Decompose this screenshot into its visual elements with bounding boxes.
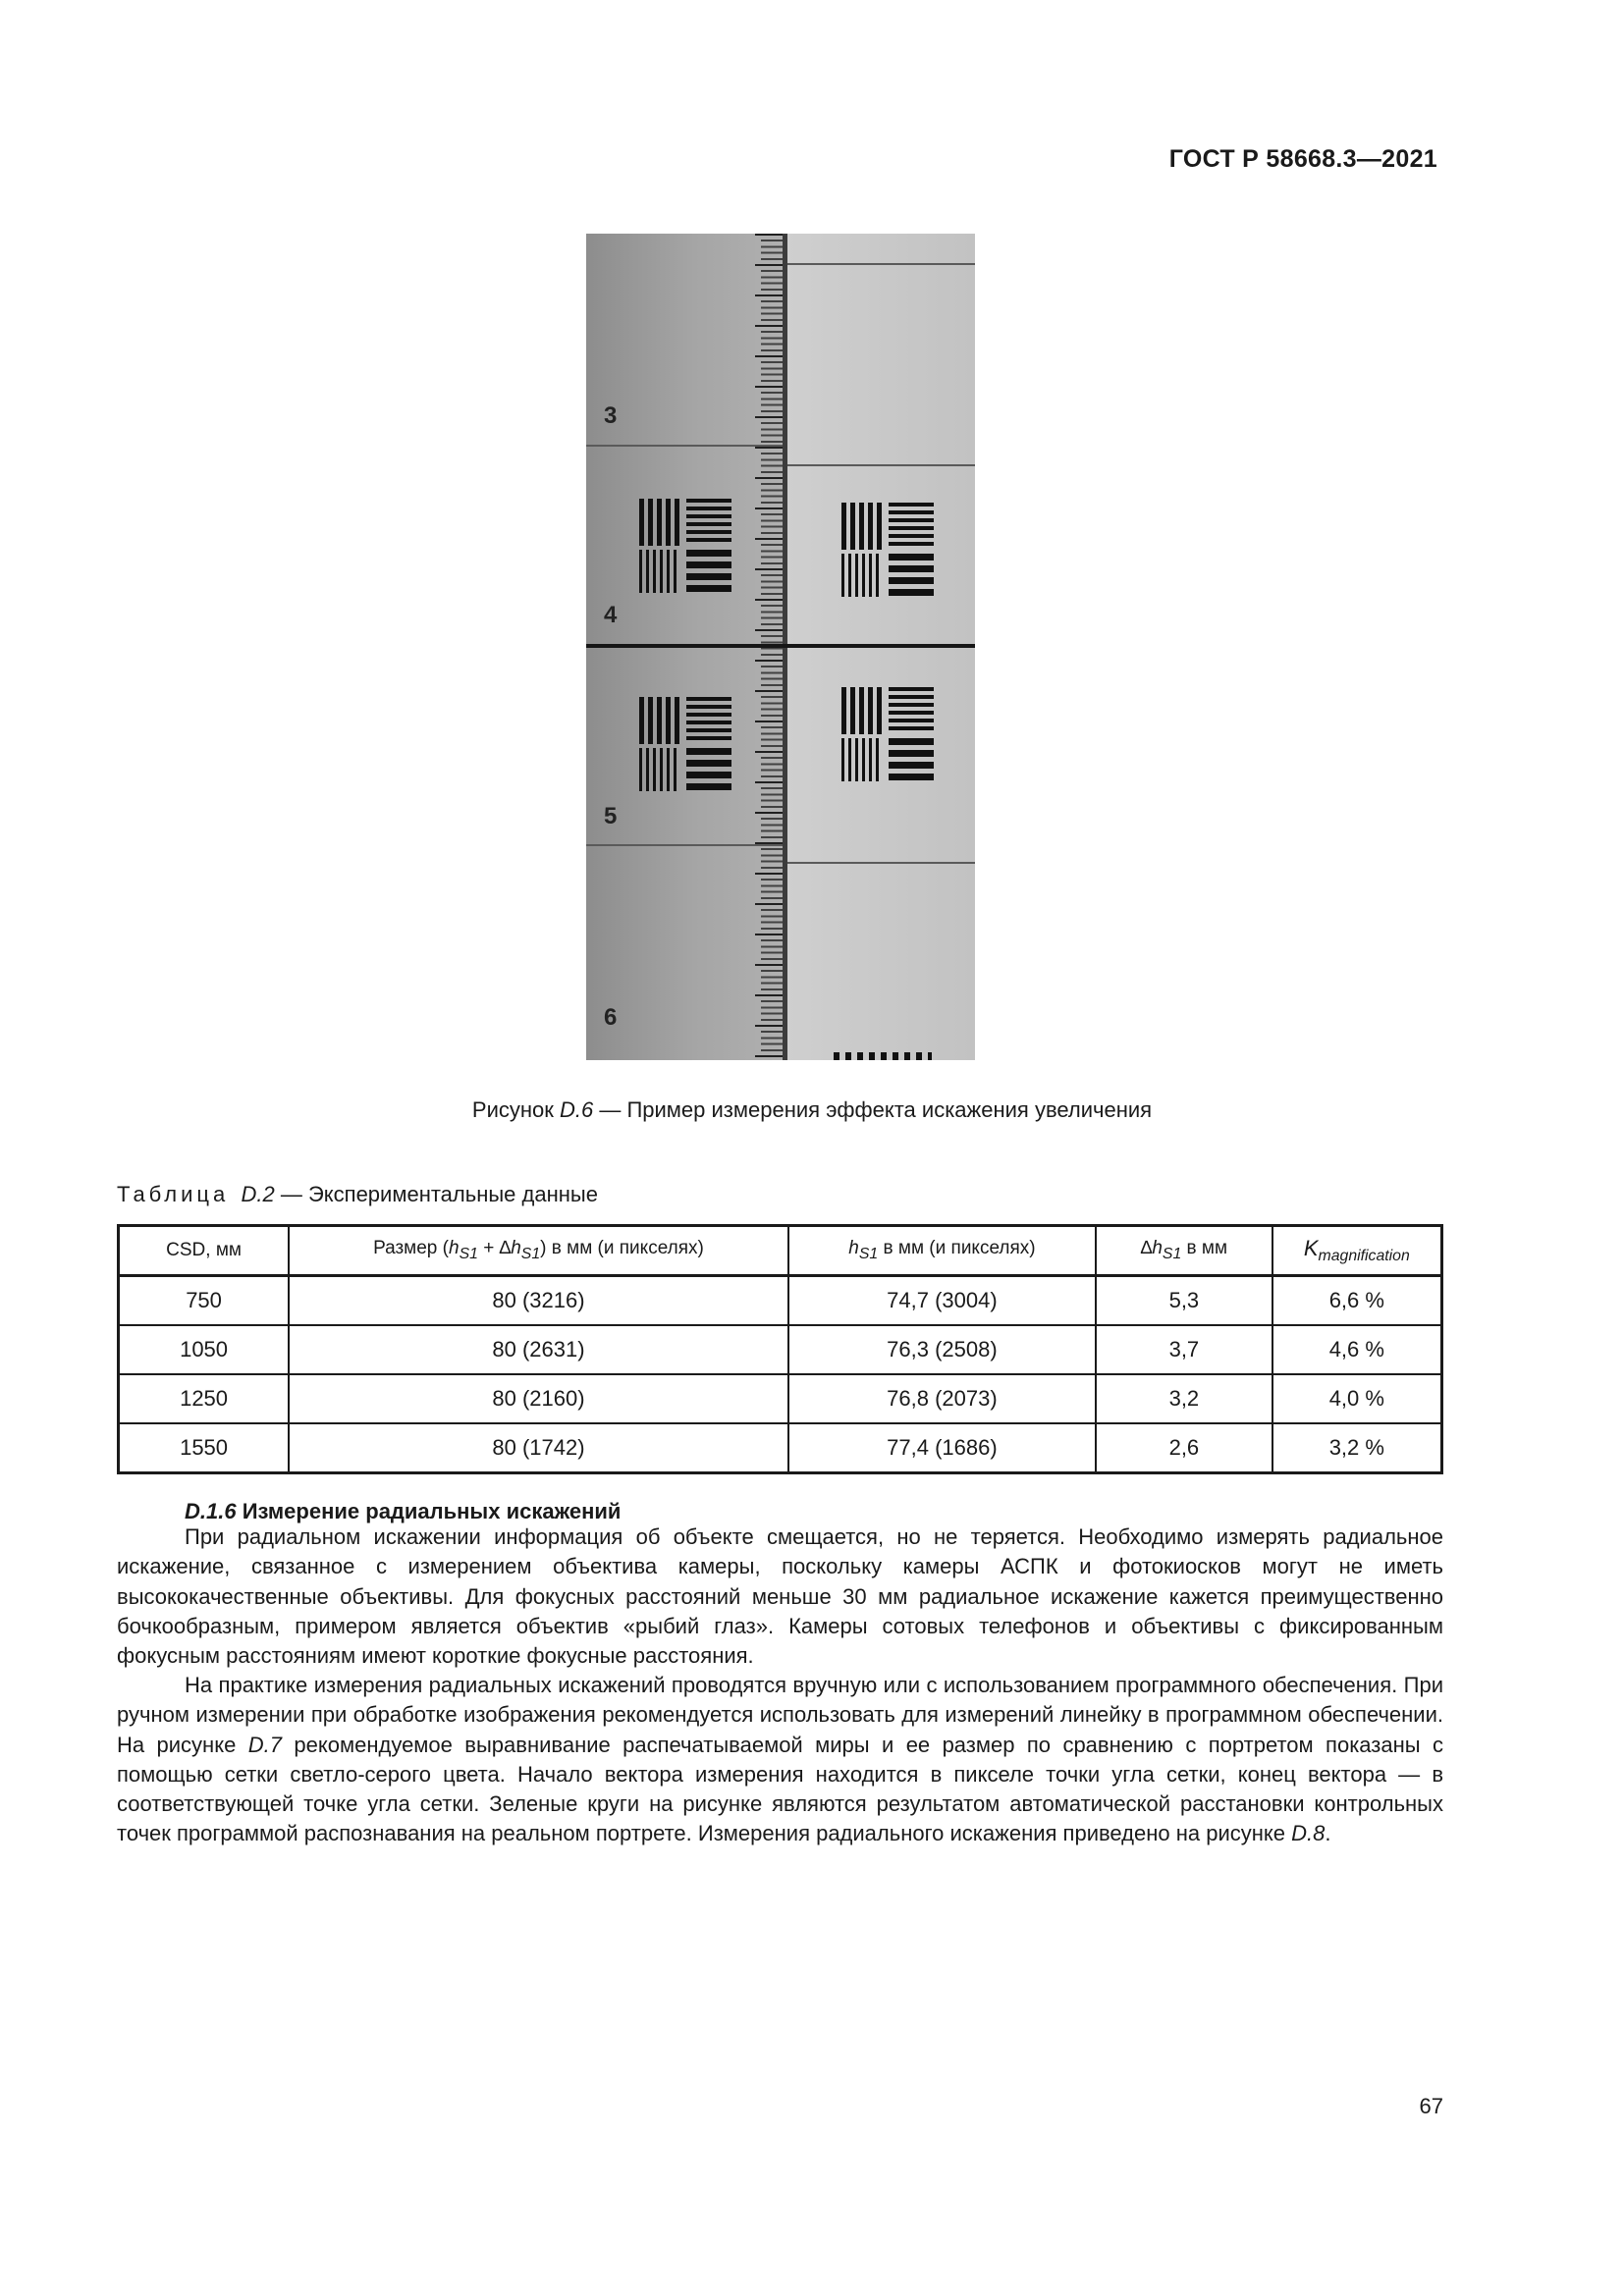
photo-number: 5	[604, 803, 618, 829]
cell-k: 3,2 %	[1272, 1423, 1442, 1473]
table-caption: Таблица D.2 — Экспериментальные данные	[117, 1182, 598, 1206]
table-row	[119, 1374, 1442, 1423]
cell-csd: 750	[119, 1276, 290, 1326]
section-title: Измерение радиальных искажений	[236, 1499, 622, 1523]
photo-number: 4	[604, 602, 618, 628]
photo-number: 3	[604, 402, 618, 429]
cell-k: 6,6 %	[1272, 1276, 1442, 1326]
paragraph: При радиальном искажении информация об объекте смещается, но не теряется. Необходимо измерять радиальное искажение, связанное с измерением объектива камеры, поскольку камеры АСПК и фотокиосков могут не иметь высококачественные объективы. Для фокусных расстояний меньше 30 мм радиальное искажение кажется преимущественно бочкообразным, примером является объектив «рыбий глаз». Камеры сотовых телефонов и объективы с фиксированным фокусным расстояниям имеют короткие фокусные расстояния.	[117, 1524, 1443, 1669]
cell-csd: 1550	[119, 1423, 290, 1473]
cell-size: 80 (2160)	[289, 1374, 788, 1423]
cell-size: 80 (3216)	[289, 1276, 788, 1326]
grid-line	[586, 644, 975, 648]
cell-csd: 1250	[119, 1374, 290, 1423]
figure-caption: Рисунок D.6 — Пример измерения эффекта искажения увеличения	[471, 1097, 1153, 1122]
cell-delta: 2,6	[1096, 1423, 1272, 1473]
header-k-magnification: $K_{magnification}$	[1272, 1226, 1442, 1276]
resolution-target	[839, 501, 936, 599]
section-number: D.1.6	[185, 1499, 237, 1523]
grid-line	[787, 263, 975, 265]
cell-size: 80 (2631)	[289, 1325, 788, 1374]
photo-number: 6	[604, 1004, 618, 1031]
figure-reference: D.8	[1291, 1821, 1326, 1846]
experimental-data-table	[117, 1224, 1443, 1474]
cell-hs1: 76,3 (2508)	[788, 1325, 1096, 1374]
cell-delta: 5,3	[1096, 1276, 1272, 1326]
header-size: Размер $(h_{S1} + \Delta h_{S1})$ в мм (и пикселях)	[289, 1226, 788, 1276]
table-row	[119, 1325, 1442, 1374]
table-caption-word: Таблица	[117, 1182, 230, 1206]
cell-size: 80 (1742)	[289, 1423, 788, 1473]
cell-hs1: 74,7 (3004)	[788, 1276, 1096, 1326]
cell-k: 4,0 %	[1272, 1374, 1442, 1423]
header-csd: CSD, мм	[119, 1226, 290, 1276]
header-delta-hs1: $\Delta h_{S1}$ в мм	[1096, 1226, 1272, 1276]
paragraph: На практике измерения радиальных искажений проводятся вручную или с использованием программного обеспечения. При ручном измерении при обработке изображения рекомендуется использовать для измерений линейку в программном обеспечении. На рисунке D.7 рекомендуемое выравнивание распечатываемой миры и ее размер по сравнению с портретом показаны с помощью сетки светло-серого цвета. Начало вектора измерения находится в пикселе точки угла сетки, конец вектора — в соответствующей точке угла сетки. Зеленые круги на рисунке являются результатом автоматической расстановки контрольных точек программой распознавания на реальном портрете. Измерения радиального искажения приведено на рисунке D.8.	[117, 1673, 1443, 1846]
cell-hs1: 76,8 (2073)	[788, 1374, 1096, 1423]
standard-header: ГОСТ Р 58668.3—2021	[1168, 145, 1437, 173]
cell-k: 4,6 %	[1272, 1325, 1442, 1374]
partial-target	[834, 1052, 932, 1060]
cell-delta: 3,7	[1096, 1325, 1272, 1374]
grid-line	[586, 445, 783, 447]
resolution-target	[637, 497, 733, 595]
resolution-target	[637, 695, 733, 793]
page-number: 67	[1419, 2094, 1443, 2118]
table-row	[119, 1423, 1442, 1473]
table-header-row	[119, 1226, 1442, 1276]
grid-line	[787, 464, 975, 466]
header-hs1: $h_{S1}$ в мм (и пикселях)	[788, 1226, 1096, 1276]
section-heading	[185, 1499, 621, 1524]
table-reference: D.2	[241, 1182, 275, 1206]
cell-csd: 1050	[119, 1325, 290, 1374]
grid-line	[586, 844, 783, 846]
figure-photo	[586, 234, 975, 1060]
grid-line	[787, 862, 975, 864]
cell-delta: 3,2	[1096, 1374, 1272, 1423]
figure-reference: D.6	[560, 1097, 594, 1122]
table-row	[119, 1276, 1442, 1326]
resolution-target	[839, 685, 936, 783]
figure-reference: D.7	[247, 1732, 282, 1757]
cell-hs1: 77,4 (1686)	[788, 1423, 1096, 1473]
